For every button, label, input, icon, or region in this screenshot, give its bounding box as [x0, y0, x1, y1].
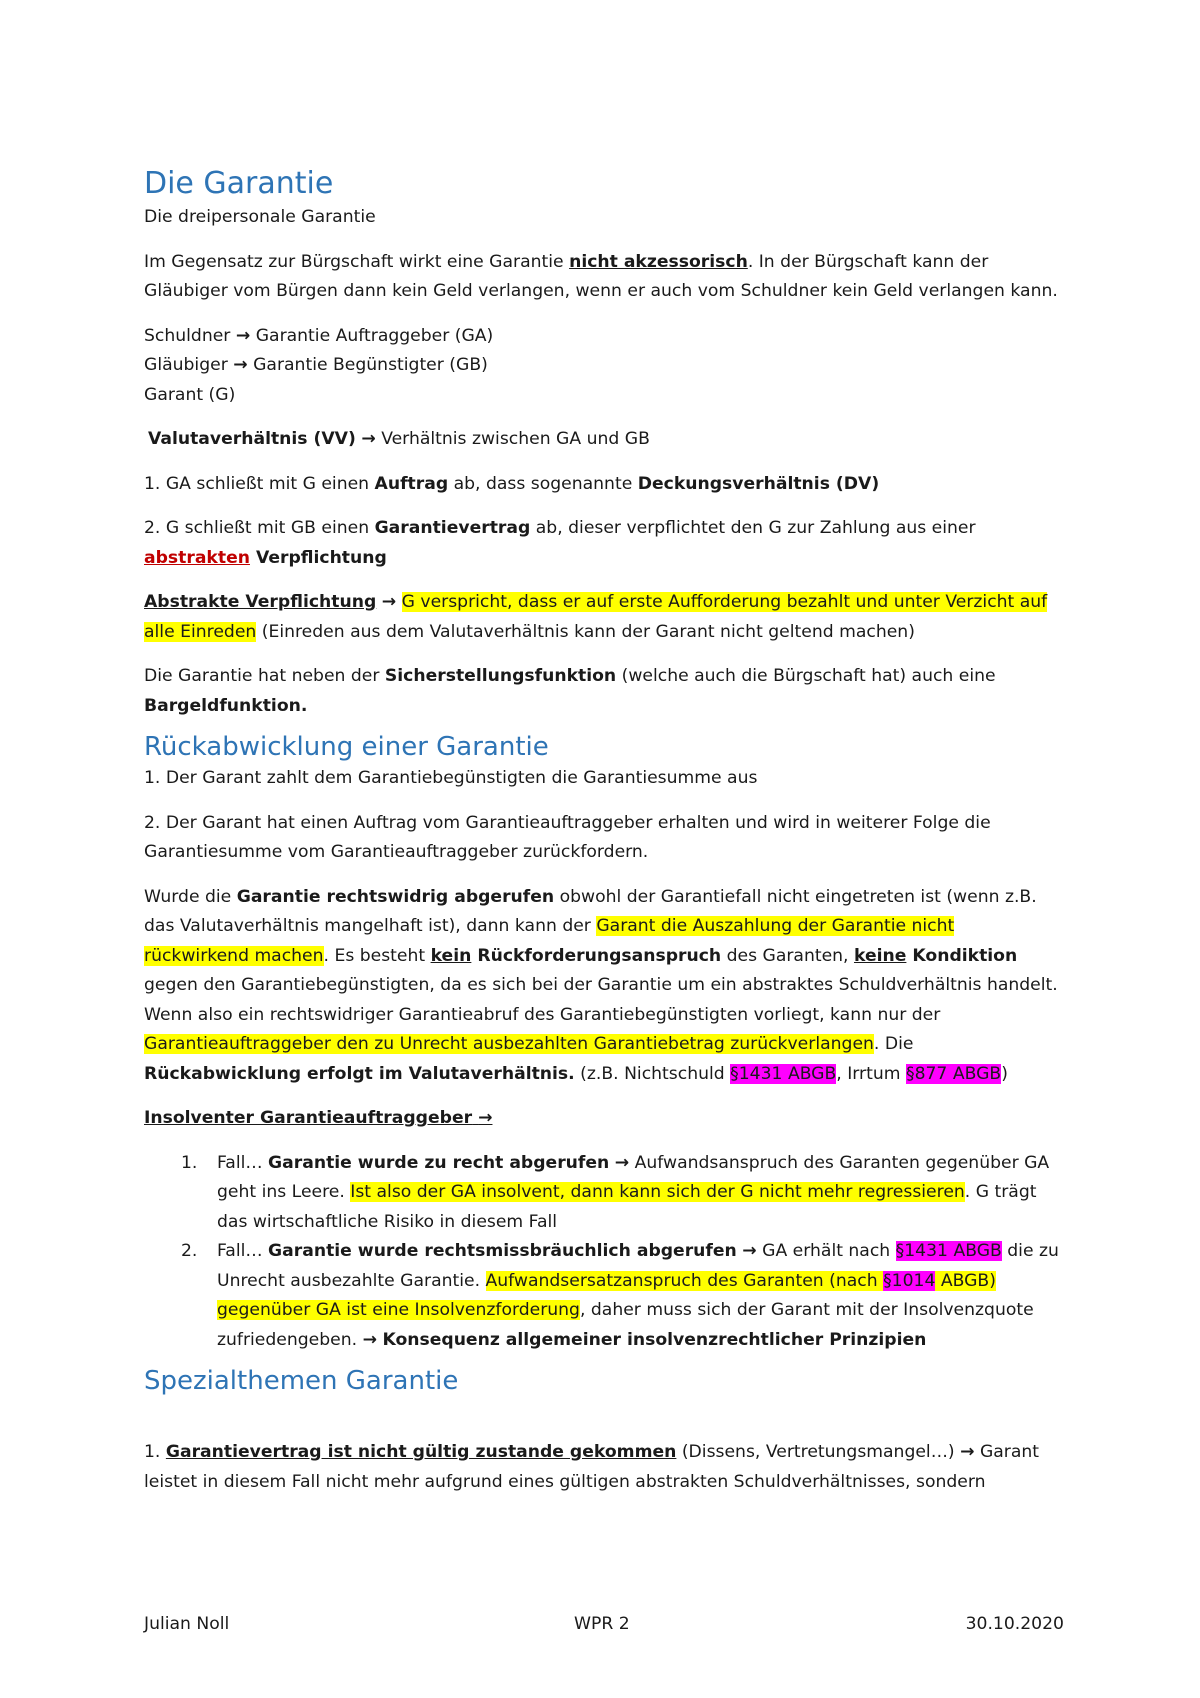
arrow-right-icon: →: [233, 355, 248, 375]
footer-author: Julian Noll: [144, 1614, 230, 1634]
highlight-pink: §1014: [883, 1270, 936, 1291]
heading-rueckabwicklung: Rückabwicklung einer Garantie: [144, 732, 549, 762]
highlight-yellow: Aufwandsersatzanspruch des Garanten (nach: [485, 1270, 884, 1291]
highlight-yellow: G verspricht, dass er auf erste Aufforderung bezahlt und unter Verzicht auf alle Einreden: [144, 592, 1048, 642]
highlight-yellow: Garant die Auszahlung der Garantie nicht rückwirkend machen: [144, 916, 955, 966]
page-content: [144, 165, 1064, 1497]
insolvent-heading: Insolventer Garantieauftraggeber →: [144, 1108, 493, 1128]
footer-course: WPR 2: [574, 1614, 630, 1634]
highlight-yellow: Ist also der GA insolvent, dann kann sich der G nicht mehr regressieren: [350, 1182, 965, 1202]
role-schuldner: Schuldner → Garantie Auftraggeber (GA): [144, 325, 494, 346]
spezial-1: 1. Garantievertrag ist nicht gültig zustande gekommen (Dissens, Vertretungsmangel…) → Garant leistet in diesem Fall nicht mehr aufgrund eines gültigen abstrakten Schuldverhältnisses, sondern: [144, 1442, 1040, 1492]
highlight-pink: §1431 ABGB: [730, 1063, 837, 1084]
funktion-paragraph: Die Garantie hat neben der Sicherstellungsfunktion (welche auch die Bürgschaft hat) auch eine Bargeldfunktion.: [144, 666, 996, 716]
highlight-yellow: Garantieauftraggeber den zu Unrecht ausbezahlten Garantiebetrag zurückverlangen: [144, 1034, 874, 1054]
abstrakten-highlight: abstrakten: [144, 547, 250, 568]
paragraph-2: 2. G schließt mit GB einen Garantievertrag ab, dieser verpflichtet den G zur Zahlung aus einer abstrakten Verpflichtung: [144, 518, 976, 568]
insolvent-list: [144, 1149, 1064, 1356]
role-garant: Garant (G): [144, 384, 236, 405]
highlight-pink: §1431 ABGB: [895, 1241, 1002, 1261]
intro-paragraph: Im Gegensatz zur Bürgschaft wirkt eine Garantie nicht akzessorisch. In der Bürgschaft kann der Gläubiger vom Bürgen dann kein Geld verlangen, wenn er auch vom Schuldner kein Geld verlangen kann.: [144, 251, 1058, 301]
page-title: Die Garantie: [144, 166, 334, 201]
list-item: 2. Fall… Garantie wurde rechtsmissbräuchlich abgerufen → GA erhält nach §1431 ABGB die zu Unrecht ausbezahlte Garantie. Aufwandsersatzanspruch des Garanten (nach §1014 ABGB) gegenüber GA ist eine Insolvenzforderung, daher muss sich der Garant mit der Insolvenzquote zufriedengeben. → Konsequenz allgemeiner insolvenzrechtlicher Prinzipien: [181, 1241, 1059, 1350]
highlight-yellow: ABGB) gegenüber GA ist eine Insolvenzforderung: [217, 1270, 996, 1320]
heading-spezialthemen: Spezialthemen Garantie: [144, 1366, 459, 1396]
highlight-pink: §877 ABGB: [905, 1063, 1002, 1084]
abstrakte-verpflichtung: Abstrakte Verpflichtung → G verspricht, dass er auf erste Aufforderung bezahlt und unter Verzicht auf alle Einreden (Einreden aus dem Valutaverhältnis kann der Garant nicht geltend machen): [144, 592, 1048, 642]
list-item: 1. Fall… Garantie wurde zu recht abgerufen → Aufwandsanspruch des Garanten gegenüber GA geht ins Leere. Ist also der GA insolvent, dann kann sich der G nicht mehr regressieren. G trägt das wirtschaftliche Risiko in diesem Fall: [181, 1152, 1050, 1232]
arrow-right-icon: →: [235, 325, 251, 346]
arrow-right-icon: →: [960, 1442, 975, 1462]
subtitle: Die dreipersonale Garantie: [144, 207, 376, 227]
arrow-right-icon: →: [614, 1152, 630, 1173]
arrow-right-icon: →: [742, 1241, 757, 1261]
rechtswidrig-paragraph: Wurde die Garantie rechtswidrig abgerufen obwohl der Garantiefall nicht eingetreten ist (wenn z.B. das Valutaverhältnis mangelhaft ist), dann kann der Garant die Auszahlung der Garantie nicht rückwirkend machen. Es besteht kein Rückforderungsanspruch des Garanten, keine Kondiktion gegen den Garantiebegünstigten, da es sich bei der Garantie um ein abstraktes Schuldverhältnis handelt. Wenn also ein rechtswidriger Garantieabruf des Garantiebegünstigten vorliegt, kann nur der Garantieauftraggeber den zu Unrecht ausbezahlten Garantiebetrag zurückverlangen. Die Rückabwicklung erfolgt im Valutaverhältnis. (z.B. Nichtschuld §1431 ABGB, Irrtum §877 ABGB): [144, 886, 1058, 1084]
rueck-1: 1. Der Garant zahlt dem Garantiebegünstigten die Garantiesumme aus: [144, 768, 758, 788]
arrow-right-icon: →: [381, 592, 397, 612]
arrow-right-icon: →: [362, 1329, 377, 1350]
role-glaeubiger: Gläubiger → Garantie Begünstigter (GB): [144, 355, 488, 375]
arrow-right-icon: →: [361, 429, 376, 449]
rueck-2: 2. Der Garant hat einen Auftrag vom Garantieauftraggeber erhalten und wird in weiterer Folge die Garantiesumme vom Garantieauftraggeber zurückfordern.: [144, 812, 991, 862]
arrow-right-icon: →: [478, 1108, 493, 1128]
paragraph-1: 1. GA schließt mit G einen Auftrag ab, dass sogenannte Deckungsverhältnis (DV): [144, 473, 880, 494]
valuta-line: Valutaverhältnis (VV) → Verhältnis zwischen GA und GB: [148, 429, 650, 449]
footer-date: 30.10.2020: [965, 1614, 1064, 1634]
